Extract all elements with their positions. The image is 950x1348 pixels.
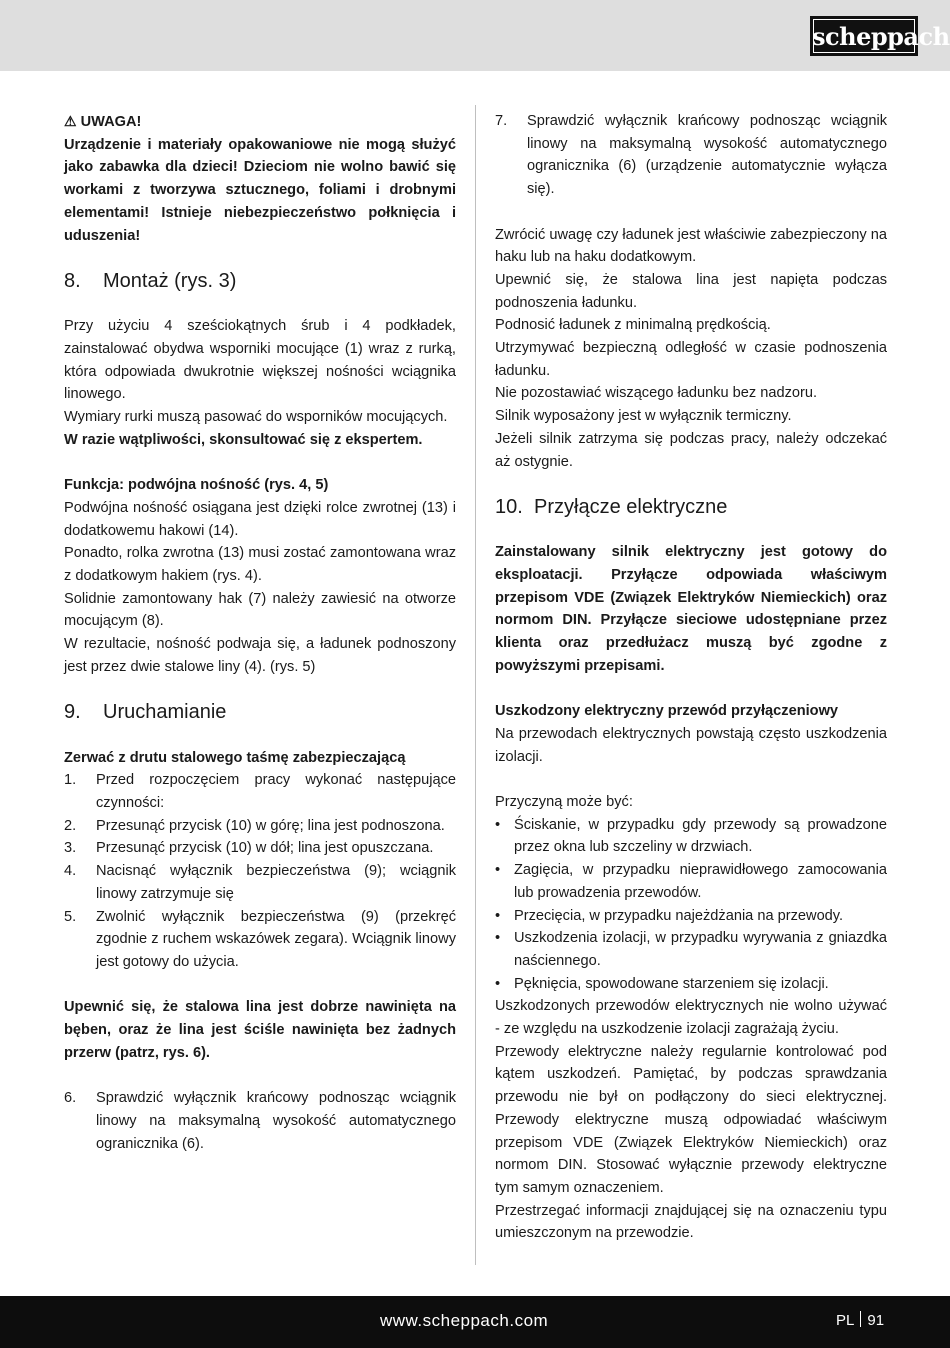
warning-text: Urządzenie i materiały opakowaniowe nie mogą służyć jako zabawka dla dzieci! Dzieciom nie wolno bawić się workami z tworzywa sztucznego, foliami i drobnymi elementami! Istnieje niebezpieczeństwo połknięcia i uduszenia! [64, 136, 456, 244]
brand-logo: scheppach [810, 16, 918, 56]
safety-paragraph: Utrzymywać bezpieczną odległość w czasie podnoszenia ładunku. [495, 340, 887, 379]
causes-list [495, 814, 887, 996]
function-paragraph: Ponadto, rolka zwrotna (13) musi zostać zamontowana wraz z dodatkowym hakiem (rys. 4). [64, 545, 456, 584]
website-link[interactable]: www.scheppach.com [380, 1311, 549, 1330]
list-item: 5. Zwolnić wyłącznik bezpieczeństwa (9) (przekręć zgodnie z ruchem wskazówek zegara). Wciągnik linowy jest gotowy do użycia. [64, 908, 456, 970]
page-footer [0, 1296, 950, 1348]
damaged-cable-paragraph: Na przewodach elektrycznych powstają często uszkodzenia izolacji. [495, 725, 887, 765]
safety-paragraph: Nie pozostawiać wiszącego ładunku bez nadzoru. [495, 385, 818, 402]
causes-intro: Przyczyną może być: [495, 794, 633, 810]
electrical-paragraph: Uszkodzonych przewodów elektrycznych nie wolno używać - ze względu na uszkodzenie izolacji zagrażają życiu. [495, 998, 887, 1038]
list-item: • Przecięcia, w przypadku najeżdżania na przewody. [495, 907, 844, 924]
warning-title: ⚠ UWAGA! [64, 110, 456, 134]
function-paragraph: Solidnie zamontowany hak (7) należy zawiesić na otworze mocującym (8). [64, 590, 456, 630]
startup-steps-continued [64, 1087, 456, 1155]
list-item: 1. Przed rozpoczęciem pracy wykonać następujące czynności: [64, 772, 456, 811]
section-10-heading: 10. Przyłącze elektryczne [495, 495, 728, 518]
safety-paragraph: Zwrócić uwagę czy ładunek jest właściwie zabezpieczony na haku lub na haku dodatkowym. [495, 226, 887, 266]
warning-icon: ⚠ [64, 113, 77, 129]
startup-heading: Zerwać z drutu stalowego taśmę zabezpieczającą [64, 749, 406, 766]
startup-steps-continued [495, 110, 887, 201]
list-item: 6. Sprawdzić wyłącznik krańcowy podnosząc wciągnik linowy na maksymalną wysokość automatycznego ogranicznika (6). [64, 1090, 456, 1152]
right-column [495, 110, 887, 1245]
list-item: 2. Przesunąć przycisk (10) w górę; lina jest podnoszona. [64, 817, 445, 834]
list-item: 3. Przesunąć przycisk (10) w dół; lina jest opuszczana. [64, 840, 434, 857]
section-9-heading: 9. Uruchamianie [64, 701, 227, 724]
list-item: • Uszkodzenia izolacji, w przypadku wyrywania z gniazdka naściennego. [495, 930, 887, 969]
electrical-intro: Zainstalowany silnik elektryczny jest gotowy do eksploatacji. Przyłącze odpowiada właściwym przepisom VDE (Związek Elektryków Niemieckich) oraz normom DIN. Przyłącze sieciowe udostępniane przez klienta oraz przedłużacz muszą być zgodne z powyższymi przepisami. [495, 544, 887, 674]
function-heading: Funkcja: podwójna nośność (rys. 4, 5) [64, 477, 329, 494]
safety-paragraph: Jeżeli silnik zatrzyma się podczas pracy, należy odczekać aż ostygnie. [495, 430, 887, 470]
startup-steps [64, 769, 456, 973]
electrical-paragraph: Przestrzegać informacji znajdującej się na oznaczeniu typu umieszczonym na przewodzie. [495, 1202, 887, 1242]
list-item: • Zagięcia, w przypadku nieprawidłowego zamocowania lub prowadzenia przewodów. [495, 862, 887, 901]
list-item: • Pęknięcia, spowodowane starzeniem się izolacji. [495, 975, 829, 992]
assembly-paragraph: Przy użyciu 4 sześciokątnych śrub i 4 podkładek, zainstalować obydwa wsporniki mocujące (1) wraz z rurką, która odpowiada dwukrotnie większej nośności wciągnika linowego. [64, 318, 456, 403]
tube-dimensions-paragraph: Wymiary rurki muszą pasować do wsporników mocujących. [64, 409, 448, 426]
list-item: • Ściskanie, w przypadku gdy przewody są prowadzone przez okna lub szczeliny w drzwiach. [495, 816, 887, 856]
section-8-heading: 8. Montaż (rys. 3) [64, 269, 237, 292]
electrical-paragraph: Przewody elektryczne należy regularnie kontrolować pod kątem uszkodzeń. Pamiętać, by podczas sprawdzania przewodu nie był on podłączony do sieci elektrycznej. Przewody elektryczne muszą odpowiadać właściwym przepisom VDE (Związek Elektryków Niemieckich) oraz normom DIN. Stosować wyłącznie przewody elektryczne tym samym oznaczeniem. [495, 1043, 887, 1196]
rope-winding-note: Upewnić się, że stalowa lina jest dobrze nawinięta na bęben, oraz że lina jest ściśle nawinięta bez żadnych przerw (patrz, rys. 6). [64, 999, 456, 1061]
safety-paragraph: Podnosić ładunek z minimalną prędkością. [495, 317, 771, 334]
safety-paragraph: Upewnić się, że stalowa lina jest napięta podczas podnoszenia ładunku. [495, 271, 887, 311]
function-paragraph: W rezultacie, nośność podwaja się, a ładunek podnoszony jest przez dwie stalowe liny (4). (rys. 5) [64, 636, 456, 675]
left-column [64, 110, 456, 1155]
list-item: 7. Sprawdzić wyłącznik krańcowy podnosząc wciągnik linowy na maksymalną wysokość automatycznego ogranicznika (6) (urządzenie automatycznie wyłącza się). [495, 113, 887, 198]
safety-paragraph: Silnik wyposażony jest w wyłącznik termiczny. [495, 408, 792, 425]
page-number: PL 91 [836, 1312, 885, 1329]
function-paragraph: Podwójna nośność osiągana jest dzięki rolce zwrotnej (13) i dodatkowemu hakowi (14). [64, 499, 456, 539]
damaged-cable-heading: Uszkodzony elektryczny przewód przyłączeniowy [495, 703, 839, 720]
column-divider [475, 105, 476, 1265]
list-item: 4. Nacisnąć wyłącznik bezpieczeństwa (9); wciągnik linowy zatrzymuje się [64, 863, 456, 902]
page-header [0, 0, 950, 71]
expert-note: W razie wątpliwości, skonsultować się z ekspertem. [64, 431, 423, 448]
